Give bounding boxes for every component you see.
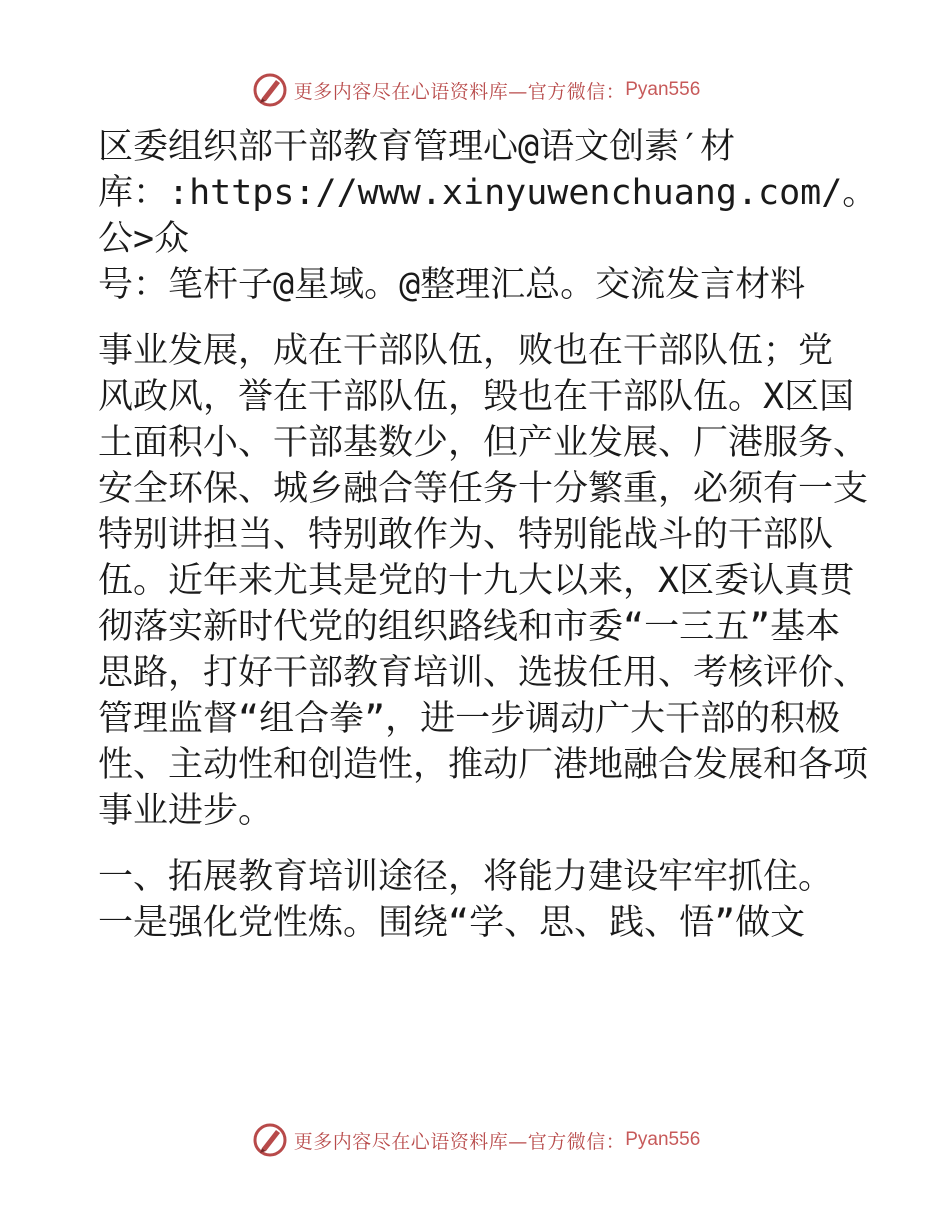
pen-circle-logo-icon bbox=[250, 70, 290, 110]
watermark-banner-bottom bbox=[0, 1120, 950, 1160]
watermark-text: 更多内容尽在心语资料库—官方微信： bbox=[293, 80, 626, 103]
watermark-id: Pyan556 bbox=[625, 1129, 701, 1150]
watermark-text: 更多内容尽在心语资料库—官方微信： bbox=[293, 1130, 626, 1153]
document-title: 区委组织部干部教育管理心@语文创素′材 库：:https://www.xinyuwenchuang.com/。公>众 号：笔杆子@星域。@整理汇总。交流发言材料 bbox=[98, 127, 878, 305]
document-body bbox=[98, 120, 878, 950]
watermark-id: Pyan556 bbox=[625, 79, 701, 100]
pen-circle-logo-icon bbox=[250, 1120, 290, 1160]
paragraph: 一、拓展教育培训途径，将能力建设牢牢抓住。 一是强化党性炼。围绕“学、思、践、悟”做文 bbox=[98, 857, 834, 943]
paragraph: 事业发展，成在干部队伍，败也在干部队伍；党 风政风，誉在干部队伍，毁也在干部队伍。X区国 土面积小、干部基数少，但产业发展、厂港服务、 安全环保、城乡融合等任务十分繁重，必须有一支 特别讲担当、特别敢作为、特别能战斗的干部队 伍。近年来尤其是党的十九大以来，X区委认真贯 彻落实新时代党的组织路线和市委“一三五”基本 思路，打好干部教育培训、选拔任用、考核评价、 管理监督“组合拳”，进一步调动广大干部的积极 性、主动性和创造性，推动厂港地融合发展和各项 事业进步。 bbox=[98, 331, 869, 831]
watermark-banner-top bbox=[0, 70, 950, 110]
